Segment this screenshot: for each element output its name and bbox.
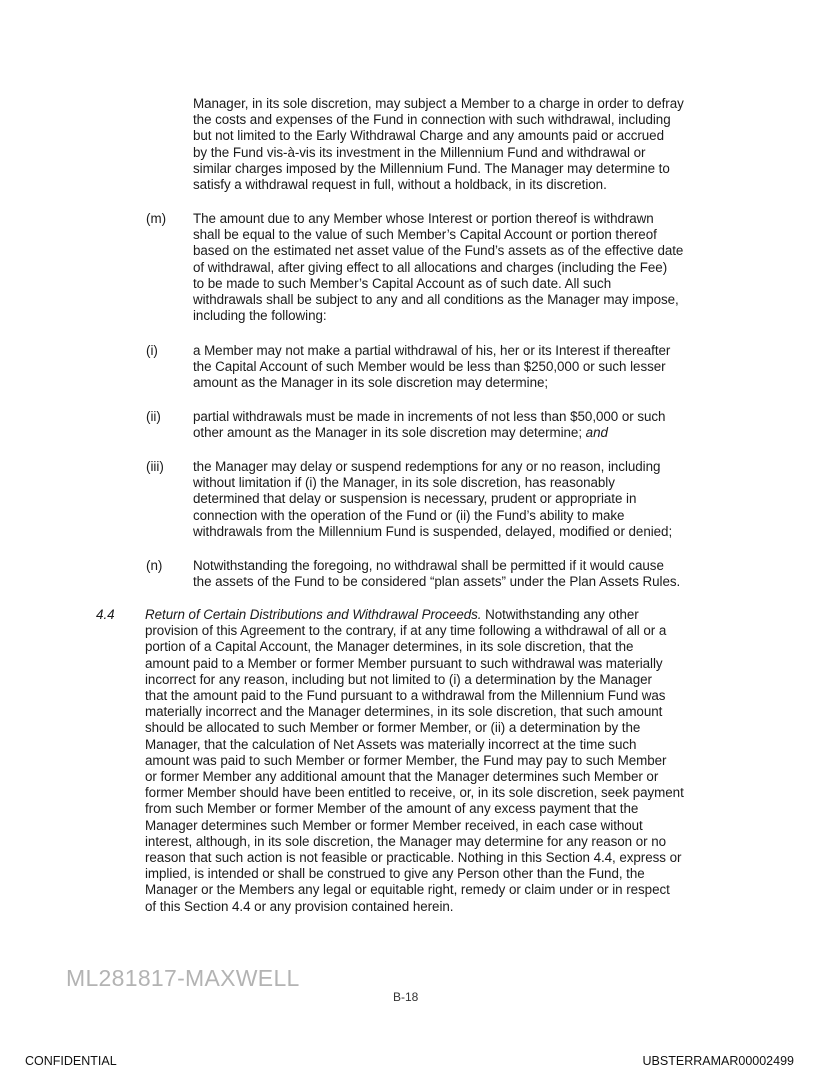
intro-paragraph: Manager, in its sole discretion, may subject a Member to a charge in order to defray the costs and expenses of the Fund in connection with such withdrawal, including but not limited to the Early Withdrawal Charge and any amounts paid or accrued by the Fund vis-à-vis its investment in the Millennium Fund and withdrawal or similar charges imposed by the Millennium Fund. The Manager may determine to satisfy a withdrawal request in full, without a holdback, in its discretion. bbox=[193, 96, 684, 193]
item-text-ii bbox=[193, 409, 753, 441]
footer-confidential: CONFIDENTIAL bbox=[25, 1054, 117, 1068]
footer-bates-number: UBSTERRAMAR00002499 bbox=[642, 1054, 794, 1068]
page-number: B-18 bbox=[393, 990, 419, 1004]
item-label-m: (m) bbox=[146, 211, 167, 226]
item-label-n: (n) bbox=[146, 558, 163, 573]
section-body: Notwithstanding any other provision of this Agreement to the contrary, if at any time following a withdrawal of all or a portion of a Capital Account, the Manager determines, in its sole discretion, that the amount paid to a Member or former Member pursuant to such withdrawal was materially incorrect for any reason, including but not limited to (i) a determination by the Manager that the amount paid to the Fund pursuant to a withdrawal from the Millennium Fund was materially incorrect and the Manager determines, in its sole discretion, that such amount should be allocated to such Member or former Member, or (ii) a determination by the Manager, that the calculation of Net Assets was materially incorrect at the time such amount was paid to such Member or former Member, the Fund may pay to such Member or former Member any additional amount that the Manager determines such Member or former Member should have been entitled to receive, or, in its sole discretion, seek payment from such Member or former Member of the amount of any excess payment that the Manager determines such Member or former Member received, in each case without interest, although, in its sole discretion, the Manager may determine for any reason or no reason that such action is not feasible or practicable. Nothing in this Section 4.4, express or implied, is intended or shall be construed to give any Person other than the Fund, the Manager or the Members any legal or equitable right, remedy or claim under or in respect of this Section 4.4 or any provision contained herein. bbox=[145, 607, 684, 914]
item-text-n: Notwithstanding the foregoing, no withdrawal shall be permitted if it would cause the assets of the Fund to be considered “plan assets” under the Plan Assets Rules. bbox=[193, 558, 681, 590]
item-label-i: (i) bbox=[146, 343, 158, 358]
item-text-ii-emphasis: and bbox=[585, 425, 608, 441]
item-label-ii: (ii) bbox=[146, 409, 161, 424]
section-title: Return of Certain Distributions and Withdrawal Proceeds. bbox=[145, 607, 482, 622]
item-text-m: The amount due to any Member whose Interest or portion thereof is withdrawn shall be equal to the value of such Member’s Capital Account or portion thereof based on the estimated net asset value of the Fund’s assets as of the effective date of withdrawal, after giving effect to all allocations and charges (including the Fee) to be made to such Member’s Capital Account as of such date. All such withdrawals shall be subject to any and all conditions as the Manager may impose, including the following: bbox=[193, 211, 684, 324]
section-number: 4.4 bbox=[96, 607, 115, 622]
item-text-ii-body: partial withdrawals must be made in increments of not less than $50,000 or such other amount as the Manager in its sole discretion may determine; bbox=[193, 409, 666, 441]
section-paragraph bbox=[145, 607, 755, 915]
item-label-iii: (iii) bbox=[146, 459, 164, 474]
item-text-iii: the Manager may delay or suspend redemptions for any or no reason, including without limitation if (i) the Manager, in its sole discretion, has reasonably determined that delay or suspension is necessary, prudent or appropriate in connection with the operation of the Fund or (ii) the Fund’s ability to make withdrawals from the Millennium Fund is suspended, delayed, modified or denied; bbox=[193, 459, 673, 539]
bates-watermark: ML281817-MAXWELL bbox=[66, 965, 300, 991]
item-text-i: a Member may not make a partial withdrawal of his, her or its Interest if thereafter the Capital Account of such Member would be less than $250,000 or such lesser amount as the Manager in its sole discretion may determine; bbox=[193, 343, 671, 391]
